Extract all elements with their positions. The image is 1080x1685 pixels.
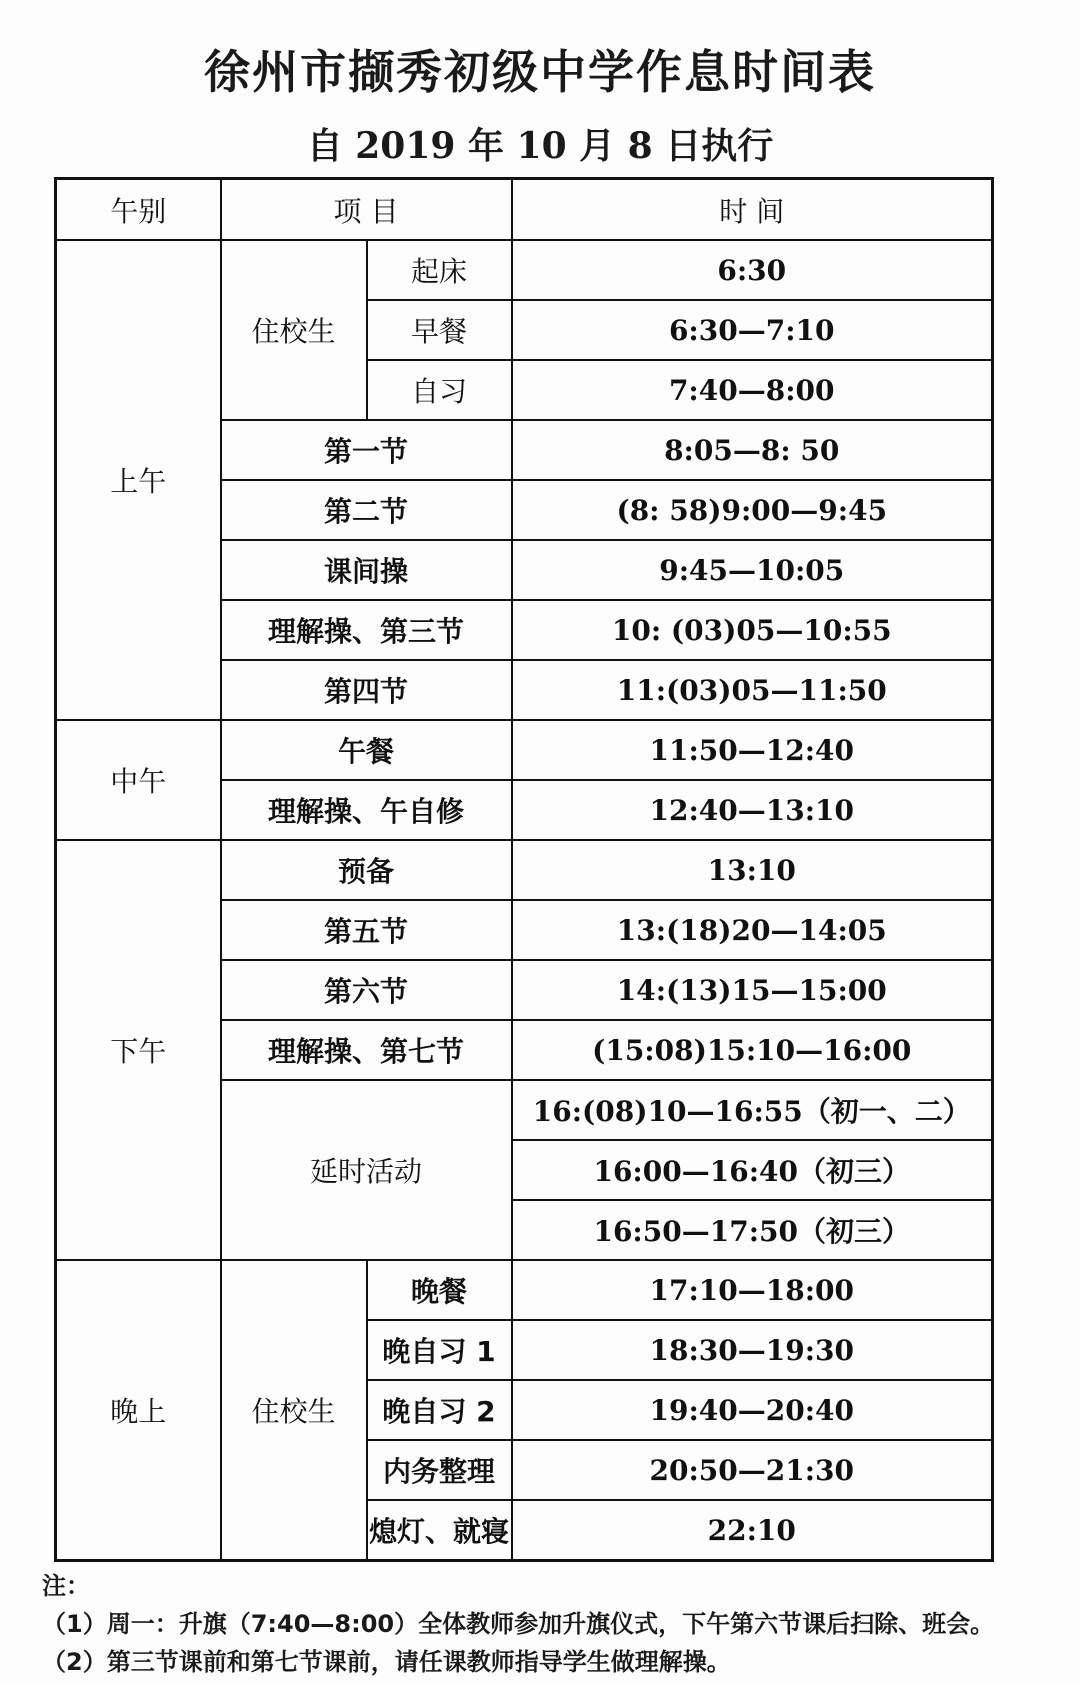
table-header-row — [56, 179, 993, 241]
table-row — [56, 1260, 993, 1320]
time-cell: 13:(18)20—14:05 — [512, 900, 993, 960]
header-period: 午别 — [56, 179, 221, 241]
item-cell: 课间操 — [221, 540, 512, 600]
time-cell: 11:(03)05—11:50 — [512, 660, 993, 720]
schedule-table — [54, 177, 994, 1562]
item-cell: 午餐 — [221, 720, 512, 780]
period-morning: 上午 — [56, 240, 221, 720]
item-cell: 晚自习 1 — [367, 1320, 512, 1380]
time-cell: 6:30 — [512, 240, 993, 300]
time-cell: 16:00—16:40（初三） — [512, 1140, 993, 1200]
header-time: 时 间 — [512, 179, 993, 241]
time-cell: 11:50—12:40 — [512, 720, 993, 780]
time-cell: 6:30—7:10 — [512, 300, 993, 360]
period-afternoon: 下午 — [56, 840, 221, 1260]
item-cell: 理解操、第七节 — [221, 1020, 512, 1080]
time-cell: 17:10—18:00 — [512, 1260, 993, 1320]
time-cell: 9:45—10:05 — [512, 540, 993, 600]
item-cell: 晚餐 — [367, 1260, 512, 1320]
time-cell: 7:40—8:00 — [512, 360, 993, 420]
item-cell: 第一节 — [221, 420, 512, 480]
time-cell: (15:08)15:10—16:00 — [512, 1020, 993, 1080]
time-cell: 16:50—17:50（初三） — [512, 1200, 993, 1260]
item-cell: 内务整理 — [367, 1440, 512, 1500]
table-row — [56, 840, 993, 900]
item-extended-activity: 延时活动 — [221, 1080, 512, 1260]
effective-date: 自 2019 年 10 月 8 日执行 — [306, 125, 774, 167]
time-cell: 10: (03)05—10:55 — [512, 600, 993, 660]
item-cell: 第四节 — [221, 660, 512, 720]
header-item: 项 目 — [221, 179, 512, 241]
item-cell: 理解操、午自修 — [221, 780, 512, 840]
period-noon: 中午 — [56, 720, 221, 840]
time-cell: 19:40—20:40 — [512, 1380, 993, 1440]
time-cell: 22:10 — [512, 1500, 993, 1561]
time-cell: 8:05—8: 50 — [512, 420, 993, 480]
table-row — [56, 240, 993, 300]
time-cell: 13:10 — [512, 840, 993, 900]
item-cell: 早餐 — [367, 300, 512, 360]
boarders-label: 住校生 — [221, 1260, 367, 1561]
time-cell: 20:50—21:30 — [512, 1440, 993, 1500]
time-cell: 16:(08)10—16:55（初一、二） — [512, 1080, 993, 1140]
item-cell: 自习 — [367, 360, 512, 420]
period-evening: 晚上 — [56, 1260, 221, 1561]
item-cell: 熄灯、就寝 — [367, 1500, 512, 1561]
item-cell: 起床 — [367, 240, 512, 300]
item-cell: 第二节 — [221, 480, 512, 540]
time-cell: 12:40—13:10 — [512, 780, 993, 840]
item-cell: 第五节 — [221, 900, 512, 960]
time-cell: (8: 58)9:00—9:45 — [512, 480, 993, 540]
time-cell: 14:(13)15—15:00 — [512, 960, 993, 1020]
time-cell: 18:30—19:30 — [512, 1320, 993, 1380]
notes-heading: 注： — [42, 1572, 90, 1600]
item-cell: 理解操、第三节 — [221, 600, 512, 660]
boarders-label: 住校生 — [221, 240, 367, 420]
notes-section — [42, 1567, 1072, 1681]
item-cell: 第六节 — [221, 960, 512, 1020]
item-cell: 晚自习 2 — [367, 1380, 512, 1440]
table-row — [56, 720, 993, 780]
note-item: （2）第三节课前和第七节课前，请任课教师指导学生做理解操。 — [42, 1648, 731, 1676]
page-title: 徐州市撷秀初级中学作息时间表 — [204, 45, 876, 99]
item-cell: 预备 — [221, 840, 512, 900]
note-item: （1）周一：升旗（7:40—8:00）全体教师参加升旗仪式，下午第六节课后扫除、班会。 — [42, 1610, 995, 1638]
